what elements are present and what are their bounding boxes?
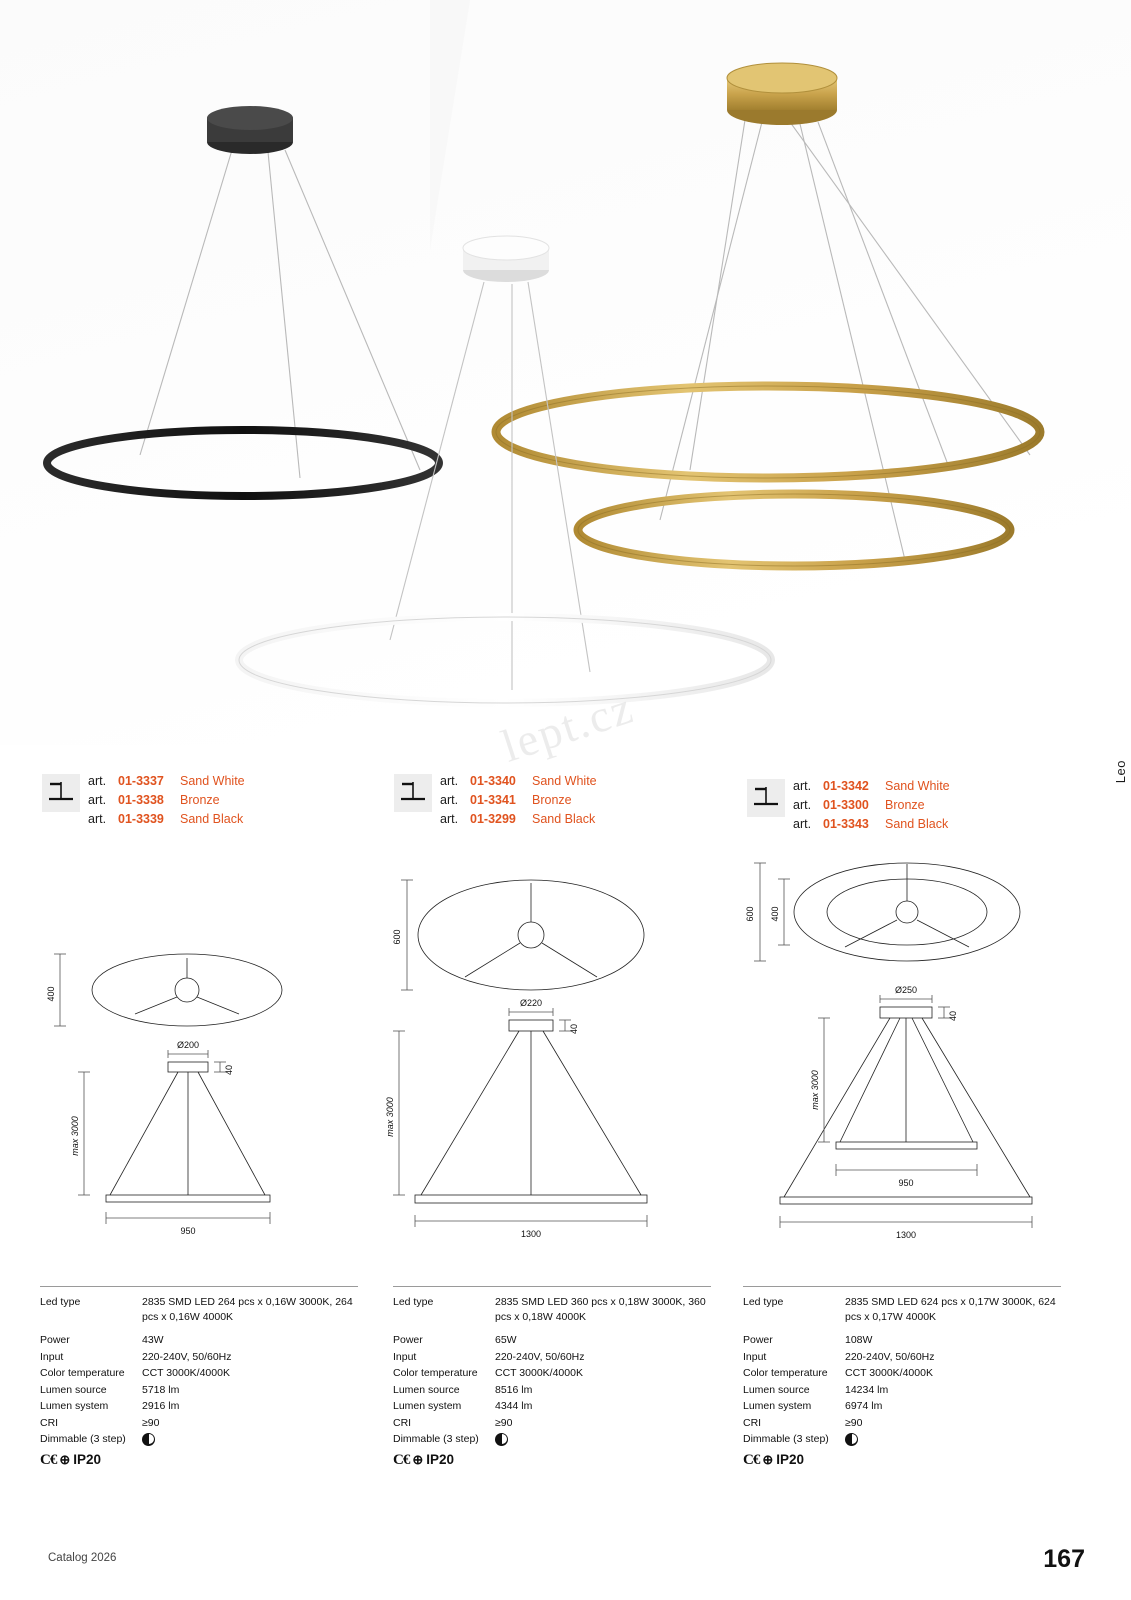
ce-mark: C€ <box>393 1451 410 1468</box>
art-finish: Sand White <box>532 774 597 788</box>
spec-key: Led type <box>743 1296 784 1308</box>
spec-key: Led type <box>40 1296 81 1308</box>
catalog-year: Catalog 2026 <box>48 1552 117 1564</box>
spec-value: 108W <box>845 1334 873 1346</box>
spec-key: Lumen source <box>393 1383 460 1396</box>
dim-canopy-height: 40 <box>948 1010 958 1022</box>
spec-key: Lumen system <box>40 1400 109 1412</box>
spec-key: Dimmable (3 step) <box>743 1433 829 1445</box>
spec-value: ≥90 <box>495 1416 513 1429</box>
spec-row <box>393 1398 711 1415</box>
dim-canopy-dia: Ø200 <box>176 1040 200 1050</box>
art-code: 01-3340 <box>470 774 516 788</box>
product-photo-area <box>0 0 1131 745</box>
spec-row <box>743 1382 1061 1399</box>
dim-width: 1300 <box>520 1229 542 1239</box>
art-row <box>793 796 950 815</box>
spec-value: 2835 SMD LED 360 pcs x 0,18W 3000K, 360 pcs x 0,18W 4000K <box>495 1296 706 1323</box>
spec-key: Power <box>393 1334 423 1346</box>
dim-ring-height: 400 <box>46 986 56 1002</box>
certification-marks <box>393 1453 711 1468</box>
art-row <box>440 791 597 810</box>
spec-table-center <box>393 1286 711 1467</box>
art-row <box>793 777 950 796</box>
spec-key: CRI <box>743 1416 762 1429</box>
spec-value: CCT 3000K/4000K <box>495 1367 583 1379</box>
spec-value: 2916 lm <box>142 1400 180 1412</box>
spec-value: 220-240V, 50/60Hz <box>845 1350 935 1363</box>
dim-canopy-height: 40 <box>569 1023 579 1035</box>
spec-value: 2835 SMD LED 624 pcs x 0,17W 3000K, 624 pcs x 0,17W 4000K <box>845 1296 1056 1323</box>
pendant-mount-icon <box>747 779 785 817</box>
globe-icon: ⊕ <box>59 1451 71 1467</box>
dim-width-inner: 950 <box>898 1178 914 1188</box>
page-number: 167 <box>1043 1545 1085 1573</box>
art-label: art. <box>440 774 459 788</box>
dim-canopy-dia: Ø250 <box>894 985 918 995</box>
art-finish: Bronze <box>532 793 572 807</box>
spec-key: Led type <box>393 1296 434 1308</box>
spec-key: Color temperature <box>40 1367 125 1379</box>
photo-gold-canopy <box>727 63 837 125</box>
spec-key: Color temperature <box>743 1367 828 1379</box>
certification-marks <box>40 1453 358 1468</box>
dimmable-icon <box>845 1433 858 1446</box>
pendant-mount-icon <box>42 774 80 812</box>
spec-row <box>40 1332 358 1349</box>
spec-key: Lumen source <box>40 1383 107 1396</box>
art-finish: Bronze <box>885 798 925 812</box>
spec-value: 220-240V, 50/60Hz <box>495 1350 585 1363</box>
dim-ring-height-inner: 400 <box>770 906 780 922</box>
photo-white-canopy <box>463 236 549 282</box>
spec-value: 2835 SMD LED 264 pcs x 0,16W 3000K, 264 pcs x 0,16W 4000K <box>142 1296 353 1323</box>
collection-name: Leo <box>1113 760 1128 784</box>
art-label: art. <box>88 774 107 788</box>
spec-key: Lumen source <box>743 1383 810 1396</box>
spec-row <box>393 1415 711 1432</box>
spec-table-left <box>40 1286 358 1467</box>
spec-table-right <box>743 1286 1061 1467</box>
divider <box>393 1286 711 1287</box>
art-code: 01-3338 <box>118 793 164 807</box>
spec-value: 43W <box>142 1334 164 1346</box>
spec-key: Power <box>743 1334 773 1346</box>
spec-row <box>743 1415 1061 1432</box>
pendant-mount-icon <box>394 774 432 812</box>
globe-icon: ⊕ <box>412 1451 424 1467</box>
art-label: art. <box>88 793 107 807</box>
dim-width: 950 <box>180 1226 196 1236</box>
art-label: art. <box>793 817 812 831</box>
spec-key: Color temperature <box>393 1367 478 1379</box>
certification-marks <box>743 1453 1061 1468</box>
art-code: 01-3299 <box>470 812 516 826</box>
spec-dimmable <box>393 1431 711 1447</box>
spec-value: 5718 lm <box>142 1383 180 1396</box>
spec-row <box>393 1349 711 1366</box>
art-code: 01-3337 <box>118 774 164 788</box>
dim-ring-height: 600 <box>392 929 402 945</box>
ip-rating: IP20 <box>73 1451 102 1467</box>
dim-drop: max 3000 <box>810 1070 820 1110</box>
spec-value: CCT 3000K/4000K <box>845 1367 933 1379</box>
ip-rating: IP20 <box>776 1451 805 1467</box>
art-codes-center <box>440 772 597 829</box>
ce-mark: C€ <box>40 1451 57 1468</box>
spec-key: Dimmable (3 step) <box>393 1433 479 1445</box>
spec-value: 6974 lm <box>845 1400 883 1412</box>
spec-row <box>40 1398 358 1415</box>
spec-value: 65W <box>495 1334 517 1346</box>
art-row <box>88 772 245 791</box>
art-code: 01-3341 <box>470 793 516 807</box>
spec-value: 14234 lm <box>845 1383 889 1396</box>
spec-dimmable <box>743 1431 1061 1447</box>
art-row <box>440 810 597 829</box>
dimmable-icon <box>142 1433 155 1446</box>
spec-row <box>743 1332 1061 1349</box>
spec-key: CRI <box>393 1416 412 1429</box>
art-label: art. <box>440 812 459 826</box>
spec-led-type <box>40 1293 358 1332</box>
art-finish: Sand White <box>885 779 950 793</box>
spec-led-type <box>743 1293 1061 1332</box>
spec-value: 8516 lm <box>495 1383 533 1396</box>
globe-icon: ⊕ <box>762 1451 774 1467</box>
art-row <box>88 810 245 829</box>
art-codes-left <box>88 772 245 829</box>
art-finish: Bronze <box>180 793 220 807</box>
spec-key: Lumen system <box>743 1400 812 1412</box>
art-code: 01-3339 <box>118 812 164 826</box>
spec-value: CCT 3000K/4000K <box>142 1367 230 1379</box>
spec-key: Input <box>393 1350 417 1363</box>
ip-rating: IP20 <box>426 1451 455 1467</box>
spec-row <box>393 1332 711 1349</box>
art-code: 01-3300 <box>823 798 869 812</box>
spec-row <box>393 1382 711 1399</box>
dimmable-icon <box>495 1433 508 1446</box>
technical-drawing-left <box>40 940 360 1240</box>
spec-row <box>40 1415 358 1432</box>
spec-value: ≥90 <box>845 1416 863 1429</box>
art-code: 01-3343 <box>823 817 869 831</box>
spec-row <box>393 1365 711 1382</box>
photo-black-canopy <box>207 106 293 154</box>
spec-row <box>40 1382 358 1399</box>
art-label: art. <box>793 798 812 812</box>
art-finish: Sand Black <box>180 812 244 826</box>
art-row <box>793 815 950 834</box>
spec-key: Dimmable (3 step) <box>40 1433 126 1445</box>
spec-key: Input <box>743 1350 767 1363</box>
art-finish: Sand White <box>180 774 245 788</box>
dim-canopy-dia: Ø220 <box>519 998 543 1008</box>
dim-drop: max 3000 <box>70 1116 80 1156</box>
technical-drawing-center <box>385 855 715 1245</box>
spec-key: Power <box>40 1334 70 1346</box>
spec-value: 4344 lm <box>495 1400 533 1412</box>
divider <box>40 1286 358 1287</box>
dim-ring-height-outer: 600 <box>745 906 755 922</box>
spec-row <box>743 1365 1061 1382</box>
art-finish: Sand Black <box>885 817 949 831</box>
technical-drawing-right <box>740 850 1075 1245</box>
dim-canopy-height: 40 <box>224 1064 234 1076</box>
spec-dimmable <box>40 1431 358 1447</box>
art-finish: Sand Black <box>532 812 596 826</box>
spec-led-type <box>393 1293 711 1332</box>
art-codes-right <box>793 777 950 834</box>
art-label: art. <box>88 812 107 826</box>
art-code: 01-3342 <box>823 779 869 793</box>
spec-key: Lumen system <box>393 1400 462 1412</box>
art-label: art. <box>793 779 812 793</box>
spec-row <box>40 1349 358 1366</box>
divider <box>743 1286 1061 1287</box>
spec-row <box>40 1365 358 1382</box>
spec-row <box>743 1349 1061 1366</box>
spec-key: Input <box>40 1350 64 1363</box>
art-row <box>440 772 597 791</box>
spec-row <box>743 1398 1061 1415</box>
dim-width-outer: 1300 <box>895 1230 917 1240</box>
art-row <box>88 791 245 810</box>
spec-value: ≥90 <box>142 1416 160 1429</box>
art-label: art. <box>440 793 459 807</box>
spec-value: 220-240V, 50/60Hz <box>142 1350 232 1363</box>
ce-mark: C€ <box>743 1451 760 1468</box>
dim-drop: max 3000 <box>385 1097 395 1137</box>
spec-key: CRI <box>40 1416 59 1429</box>
